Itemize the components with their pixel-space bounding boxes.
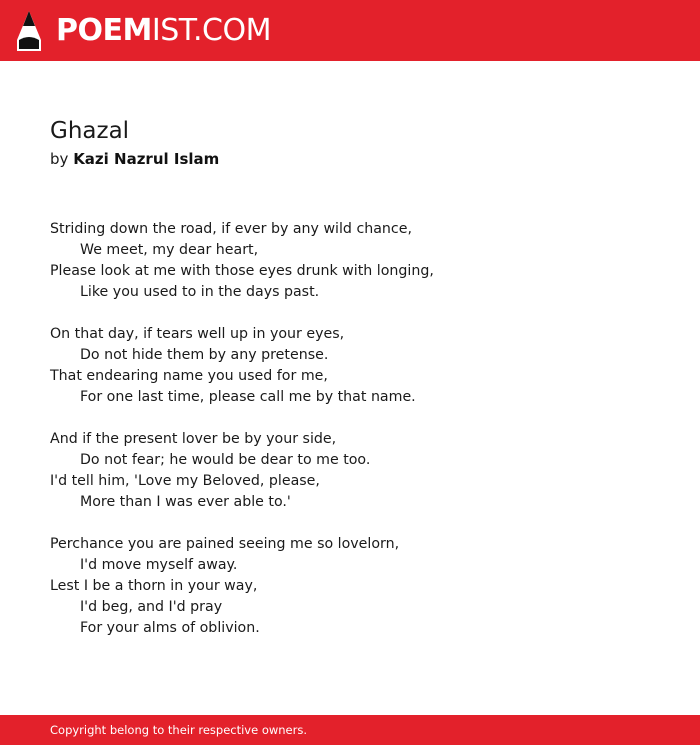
pencil-icon <box>16 10 42 52</box>
poem-line: More than I was ever able to.' <box>80 494 291 510</box>
by-label: by <box>50 150 69 168</box>
copyright-text: Copyright belong to their respective owners. <box>50 723 308 737</box>
author-name: Kazi Nazrul Islam <box>73 150 220 168</box>
poem-line: I'd move myself away. <box>80 557 238 573</box>
poem-line: Striding down the road, if ever by any wild chance, <box>50 221 412 237</box>
poem-stanza <box>50 429 670 513</box>
poem-line: I'd beg, and I'd pray <box>80 599 223 615</box>
poem-line: Do not fear; he would be dear to me too. <box>80 452 371 468</box>
poem-stanza <box>50 219 670 303</box>
site-footer <box>0 715 700 745</box>
poem-line: On that day, if tears well up in your eyes, <box>50 326 345 342</box>
poem-line: That endearing name you used for me, <box>50 368 328 384</box>
poem-line: And if the present lover be by your side, <box>50 431 337 447</box>
logo-wordmark-light: IST.COM <box>151 13 271 48</box>
poem-body <box>50 219 670 660</box>
poem-stanza <box>50 534 670 639</box>
poem-line: Like you used to in the days past. <box>80 284 320 300</box>
logo-wordmark-bold: POEM <box>56 13 152 48</box>
poem-line: Perchance you are pained seeing me so lovelorn, <box>50 536 400 552</box>
poem-line: We meet, my dear heart, <box>80 242 259 258</box>
logo-wordmark <box>56 10 271 52</box>
poem-title: Ghazal <box>50 118 130 144</box>
poem-stanza <box>50 324 670 408</box>
site-header <box>0 0 700 61</box>
poem-line: For your alms of oblivion. <box>80 620 260 636</box>
poem-line: For one last time, please call me by that name. <box>80 389 416 405</box>
poem-line: Please look at me with those eyes drunk with longing, <box>50 263 434 279</box>
byline <box>50 148 219 170</box>
poem-line: I'd tell him, 'Love my Beloved, please, <box>50 473 320 489</box>
poem-line: Do not hide them by any pretense. <box>80 347 329 363</box>
site-logo[interactable] <box>16 10 271 52</box>
poem-line: Lest I be a thorn in your way, <box>50 578 258 594</box>
